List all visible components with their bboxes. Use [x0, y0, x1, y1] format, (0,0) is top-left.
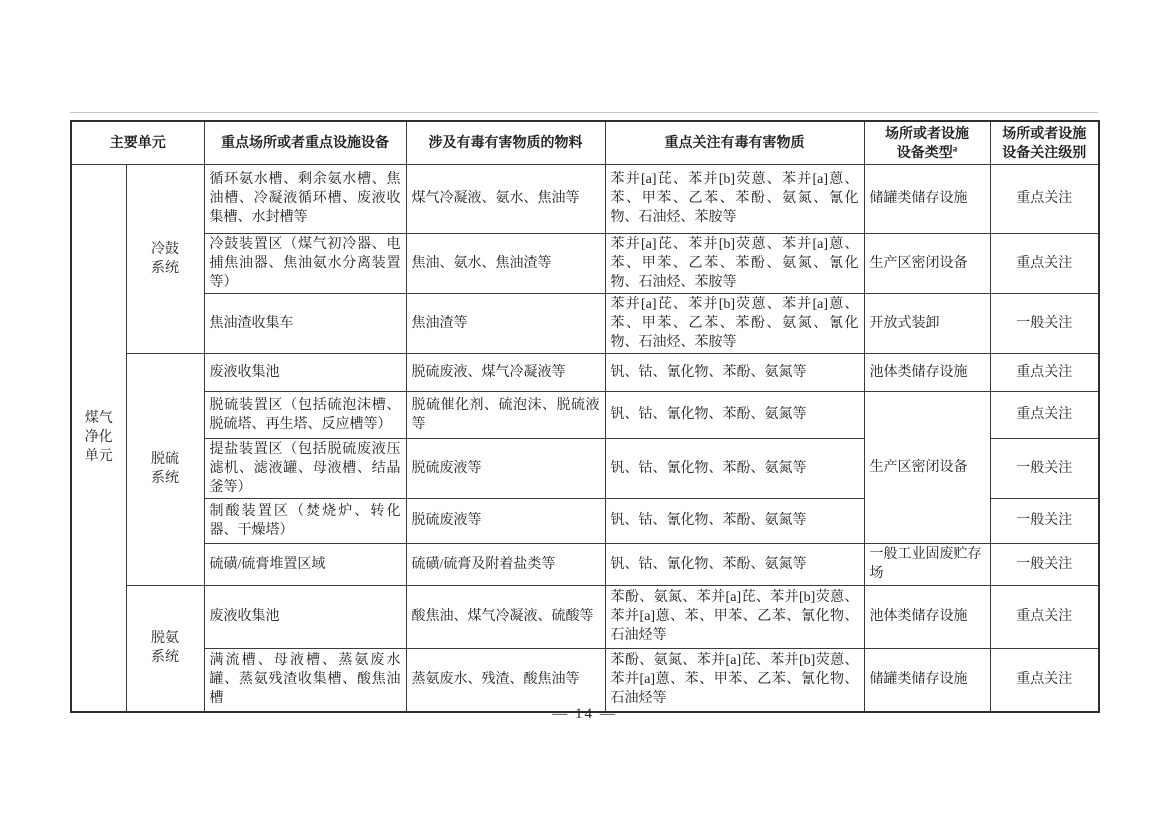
cell-level: 重点关注 [990, 585, 1099, 648]
cell-materials: 煤气冷凝液、氨水、焦油等 [406, 164, 605, 233]
cell-materials: 脱硫催化剂、硫泡沫、脱硫液等 [406, 391, 605, 438]
cell-materials: 脱硫废液等 [406, 438, 605, 498]
cell-substances: 钒、钴、氰化物、苯酚、氨氮等 [605, 353, 864, 391]
cell-type: 生产区密闭设备 [864, 233, 990, 293]
page-number: — 14 — [552, 706, 617, 722]
col-header-type-line2: 设备类型$^a$ [896, 143, 958, 160]
top-rule-line [70, 112, 1098, 113]
cell-materials: 焦油、氨水、焦油渣等 [406, 233, 605, 293]
cell-place: 冷鼓装置区（煤气初冷器、电捕焦油器、焦油氨水分离装置等） [204, 233, 406, 293]
cell-type: 开放式装卸 [864, 293, 990, 353]
cell-substances: 苯并[a]芘、苯并[b]荧蒽、苯并[a]蒽、苯、甲苯、乙苯、苯酚、氨氮、氰化物、石油烃、苯胺等 [605, 164, 864, 233]
cell-system-deammonification: 脱氨系统 [126, 585, 204, 712]
cell-level: 一般关注 [990, 543, 1099, 585]
cell-substances: 苯并[a]芘、苯并[b]荧蒽、苯并[a]蒽、苯、甲苯、乙苯、苯酚、氨氮、氰化物、石油烃、苯胺等 [605, 233, 864, 293]
col-header-level [990, 121, 1099, 164]
cell-type: 储罐类储存设施 [864, 164, 990, 233]
cell-level: 重点关注 [990, 391, 1099, 438]
cell-place: 制酸装置区（焚烧炉、转化器、干燥塔） [204, 498, 406, 543]
cell-place: 满流槽、母液槽、蒸氨废水罐、蒸氨残渣收集槽、酸焦油槽 [204, 648, 406, 712]
cell-substances: 钒、钴、氰化物、苯酚、氨氮等 [605, 438, 864, 498]
header-row [71, 121, 1099, 164]
cell-level: 一般关注 [990, 438, 1099, 498]
cell-level: 重点关注 [990, 648, 1099, 712]
cell-level: 重点关注 [990, 353, 1099, 391]
col-header-places: 重点场所或者重点设施设备 [204, 121, 406, 164]
cell-materials: 脱硫废液、煤气冷凝液等 [406, 353, 605, 391]
cell-substances: 苯酚、氨氮、苯并[a]芘、苯并[b]荧蒽、苯并[a]蒽、苯、甲苯、乙苯、氰化物、石油烃等 [605, 585, 864, 648]
col-header-level-line1: 场所或者设施 [1002, 124, 1087, 141]
col-header-type-line1: 场所或者设施 [885, 124, 969, 141]
col-header-level-line2: 设备关注级别 [1002, 143, 1087, 160]
cell-system-desulfurization: 脱硫系统 [126, 353, 204, 585]
cell-substances: 苯并[a]芘、苯并[b]荧蒽、苯并[a]蒽、苯、甲苯、乙苯、苯酚、氨氮、氰化物、石油烃、苯胺等 [605, 293, 864, 353]
cell-place: 焦油渣收集车 [204, 293, 406, 353]
cell-substances: 钒、钴、氰化物、苯酚、氨氮等 [605, 391, 864, 438]
cell-place: 循环氨水槽、剩余氨水槽、焦油槽、冷凝液循环槽、废液收集槽、水封槽等 [204, 164, 406, 233]
table-row [71, 543, 1099, 585]
table-row [71, 293, 1099, 353]
footnote-marker-a: a [952, 143, 958, 154]
cell-type: 储罐类储存设施 [864, 648, 990, 712]
cell-level: 一般关注 [990, 293, 1099, 353]
cell-materials: 硫磺/硫膏及附着盐类等 [406, 543, 605, 585]
table-row [71, 233, 1099, 293]
hazard-table [70, 120, 1100, 713]
cell-materials: 酸焦油、煤气冷凝液、硫酸等 [406, 585, 605, 648]
col-header-type [864, 121, 990, 164]
col-header-materials: 涉及有毒有害物质的物料 [406, 121, 605, 164]
cell-materials: 焦油渣等 [406, 293, 605, 353]
col-header-substances: 重点关注有毒有害物质 [605, 121, 864, 164]
cell-system-cold-drum: 冷鼓系统 [126, 164, 204, 353]
hazard-table-container [70, 120, 1098, 713]
cell-materials: 蒸氨废水、残渣、酸焦油等 [406, 648, 605, 712]
cell-substances: 钒、钴、氰化物、苯酚、氨氮等 [605, 498, 864, 543]
cell-level: 重点关注 [990, 164, 1099, 233]
cell-materials: 脱硫废液等 [406, 498, 605, 543]
cell-place: 废液收集池 [204, 353, 406, 391]
table-row [71, 648, 1099, 712]
cell-substances: 钒、钴、氰化物、苯酚、氨氮等 [605, 543, 864, 585]
cell-level: 重点关注 [990, 233, 1099, 293]
cell-main-unit: 煤气净化单元 [71, 164, 126, 712]
cell-type-merged: 生产区密闭设备 [864, 391, 990, 543]
table-row [71, 391, 1099, 438]
cell-type: 池体类储存设施 [864, 585, 990, 648]
cell-type: 池体类储存设施 [864, 353, 990, 391]
cell-level: 一般关注 [990, 498, 1099, 543]
cell-place: 硫磺/硫膏堆置区域 [204, 543, 406, 585]
table-row [71, 353, 1099, 391]
col-header-main-unit: 主要单元 [71, 121, 204, 164]
table-row [71, 585, 1099, 648]
cell-place: 废液收集池 [204, 585, 406, 648]
cell-place: 提盐装置区（包括脱硫废液压滤机、滤液罐、母液槽、结晶釜等） [204, 438, 406, 498]
cell-type: 一般工业固废贮存场 [864, 543, 990, 585]
cell-place: 脱硫装置区（包括硫泡沫槽、脱硫塔、再生塔、反应槽等） [204, 391, 406, 438]
table-row [71, 164, 1099, 233]
cell-substances: 苯酚、氨氮、苯并[a]芘、苯并[b]荧蒽、苯并[a]蒽、苯、甲苯、乙苯、氰化物、石油烃等 [605, 648, 864, 712]
